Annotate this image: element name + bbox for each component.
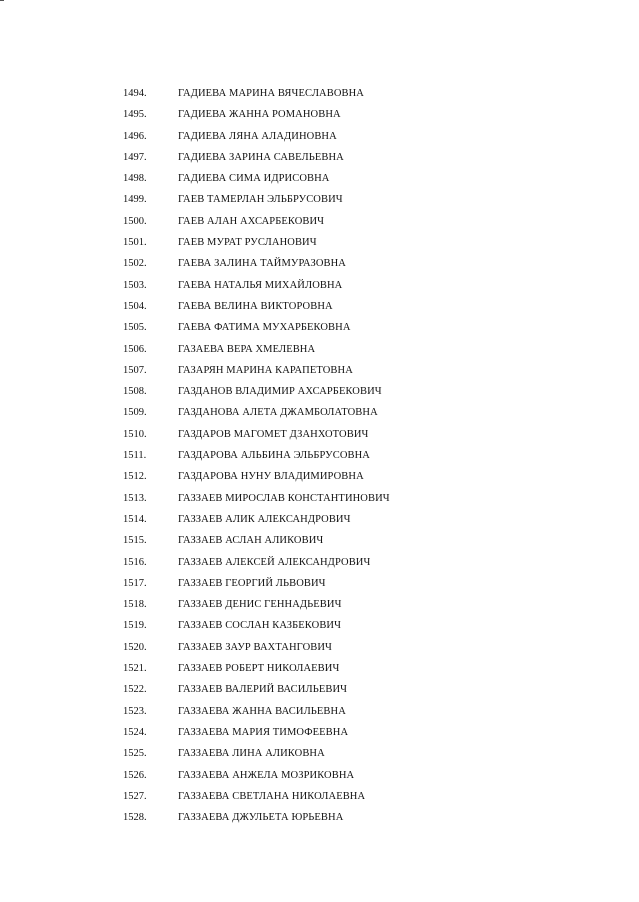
- entry-number: 1523.: [123, 705, 147, 717]
- entry-number: 1494.: [123, 88, 147, 99]
- entry-name: ГАЗДАРОВА АЛЬБИНА ЭЛЬБРУСОВНА: [178, 450, 370, 462]
- entry-number: 1509.: [123, 407, 147, 419]
- list-item: [0, 701, 639, 722]
- entry-name: ГАЗЗАЕВ ГЕОРГИЙ ЛЬВОВИЧ: [178, 577, 326, 589]
- entry-number: 1496.: [123, 130, 147, 142]
- entry-number: 1515.: [123, 535, 147, 547]
- list-item: [0, 509, 639, 530]
- list-item: [0, 765, 639, 786]
- entry-number: 1501.: [123, 237, 147, 249]
- list-item: [0, 168, 639, 189]
- entry-name: ГАЗЗАЕВ СОСЛАН КАЗБЕКОВИЧ: [178, 620, 342, 632]
- entry-number: 1527.: [123, 790, 147, 802]
- list-item: [0, 126, 639, 147]
- list-item: [0, 317, 639, 338]
- list-item: [0, 104, 639, 125]
- entry-name: ГАЗЗАЕВА ЖАННА ВАСИЛЬЕВНА: [178, 705, 346, 717]
- list-item: [0, 722, 639, 743]
- list-item: [0, 488, 639, 509]
- entry-name: ГАЗЗАЕВА СВЕТЛАНА НИКОЛАЕВНА: [178, 790, 366, 802]
- entry-name: ГАЕВА НАТАЛЬЯ МИХАЙЛОВНА: [178, 279, 343, 291]
- list-item: [0, 807, 639, 828]
- entry-name: ГАЗЗАЕВ АЛИК АЛЕКСАНДРОВИЧ: [178, 513, 351, 525]
- list-item: [0, 466, 639, 487]
- list-item: [0, 360, 639, 381]
- entry-name: ГАДИЕВА СИМА ИДРИСОВНА: [178, 173, 330, 185]
- entry-name: ГАДИЕВА ЖАННА РОМАНОВНА: [178, 109, 341, 121]
- entry-name: ГАЕВ ТАМЕРЛАН ЭЛЬБРУСОВИЧ: [178, 194, 343, 206]
- entry-name: ГАЕВ АЛАН АХСАРБЕКОВИЧ: [178, 215, 325, 227]
- entry-name: ГАЗЗАЕВА АНЖЕЛА МОЗРИКОВНА: [178, 769, 355, 781]
- scan-corner-mark: [0, 0, 4, 1]
- entry-number: 1518.: [123, 599, 147, 611]
- list-item: [0, 189, 639, 210]
- list-item: [0, 594, 639, 615]
- entry-name: ГАДИЕВА МАРИНА ВЯЧЕСЛАВОВНА: [178, 88, 364, 99]
- entry-number: 1499.: [123, 194, 147, 206]
- entry-name: ГАЗЗАЕВ РОБЕРТ НИКОЛАЕВИЧ: [178, 663, 340, 675]
- list-item: [0, 658, 639, 679]
- entry-number: 1497.: [123, 151, 147, 163]
- entry-number: 1512.: [123, 471, 147, 483]
- entry-number: 1508.: [123, 386, 147, 398]
- list-item: [0, 615, 639, 636]
- entry-name: ГАДИЕВА ЛЯНА АЛАДИНОВНА: [178, 130, 337, 142]
- entry-number: 1516.: [123, 556, 147, 568]
- entry-name: ГАЗЗАЕВА ДЖУЛЬЕТА ЮРЬЕВНА: [178, 812, 344, 824]
- list-item: [0, 296, 639, 317]
- list-item: [0, 402, 639, 423]
- entry-number: 1504.: [123, 300, 147, 312]
- list-item: [0, 381, 639, 402]
- list-item: [0, 786, 639, 807]
- list-item: [0, 530, 639, 551]
- entry-number: 1511.: [123, 450, 147, 462]
- entry-name: ГАЗЗАЕВ АСЛАН АЛИКОВИЧ: [178, 535, 324, 547]
- entry-number: 1514.: [123, 513, 147, 525]
- list-item: [0, 275, 639, 296]
- list-item: [0, 445, 639, 466]
- list-item: [0, 232, 639, 253]
- entry-number: 1503.: [123, 279, 147, 291]
- entry-name: ГАЗЗАЕВА МАРИЯ ТИМОФЕЕВНА: [178, 726, 349, 738]
- entry-name: ГАЕВ МУРАТ РУСЛАНОВИЧ: [178, 237, 317, 249]
- entry-name: ГАЗДАНОВА АЛЕТА ДЖАМБОЛАТОВНА: [178, 407, 378, 419]
- list-item: [0, 339, 639, 360]
- entry-number: 1522.: [123, 684, 147, 696]
- name-list: [0, 83, 639, 828]
- entry-number: 1498.: [123, 173, 147, 185]
- entry-number: 1506.: [123, 343, 147, 355]
- entry-number: 1502.: [123, 258, 147, 270]
- entry-name: ГАЗАЕВА ВЕРА ХМЕЛЕВНА: [178, 343, 316, 355]
- list-item: [0, 637, 639, 658]
- list-item: [0, 83, 639, 104]
- entry-name: ГАЗАРЯН МАРИНА КАРАПЕТОВНА: [178, 364, 353, 376]
- entry-name: ГАЗДАРОВА НУНУ ВЛАДИМИРОВНА: [178, 471, 364, 483]
- entry-number: 1500.: [123, 215, 147, 227]
- entry-number: 1495.: [123, 109, 147, 121]
- entry-number: 1524.: [123, 726, 147, 738]
- entry-number: 1505.: [123, 322, 147, 334]
- list-item: [0, 424, 639, 445]
- entry-number: 1507.: [123, 364, 147, 376]
- entry-name: ГАЕВА ФАТИМА МУХАРБЕКОВНА: [178, 322, 351, 334]
- entry-number: 1517.: [123, 577, 147, 589]
- entry-number: 1513.: [123, 492, 147, 504]
- entry-name: ГАЗДАРОВ МАГОМЕТ ДЗАНХОТОВИЧ: [178, 428, 369, 440]
- entry-name: ГАЗДАНОВ ВЛАДИМИР АХСАРБЕКОВИЧ: [178, 386, 382, 398]
- entry-number: 1528.: [123, 812, 147, 824]
- entry-name: ГАЕВА ЗАЛИНА ТАЙМУРАЗОВНА: [178, 258, 346, 270]
- entry-number: 1510.: [123, 428, 147, 440]
- entry-name: ГАДИЕВА ЗАРИНА САВЕЛЬЕВНА: [178, 151, 344, 163]
- entry-number: 1521.: [123, 663, 147, 675]
- list-item: [0, 552, 639, 573]
- list-item: [0, 679, 639, 700]
- entry-name: ГАЗЗАЕВА ЛИНА АЛИКОВНА: [178, 748, 325, 760]
- list-item: [0, 211, 639, 232]
- entry-number: 1520.: [123, 641, 147, 653]
- list-item: [0, 743, 639, 764]
- entry-name: ГАЗЗАЕВ МИРОСЛАВ КОНСТАНТИНОВИЧ: [178, 492, 390, 504]
- entry-number: 1525.: [123, 748, 147, 760]
- entry-name: ГАЗЗАЕВ ВАЛЕРИЙ ВАСИЛЬЕВИЧ: [178, 684, 348, 696]
- entry-name: ГАЗЗАЕВ АЛЕКСЕЙ АЛЕКСАНДРОВИЧ: [178, 556, 371, 568]
- list-item: [0, 573, 639, 594]
- entry-name: ГАЗЗАЕВ ЗАУР ВАХТАНГОВИЧ: [178, 641, 332, 653]
- list-item: [0, 253, 639, 274]
- entry-number: 1519.: [123, 620, 147, 632]
- list-item: [0, 147, 639, 168]
- entry-name: ГАЕВА ВЕЛИНА ВИКТОРОВНА: [178, 300, 333, 312]
- entry-number: 1526.: [123, 769, 147, 781]
- entry-name: ГАЗЗАЕВ ДЕНИС ГЕННАДЬЕВИЧ: [178, 599, 342, 611]
